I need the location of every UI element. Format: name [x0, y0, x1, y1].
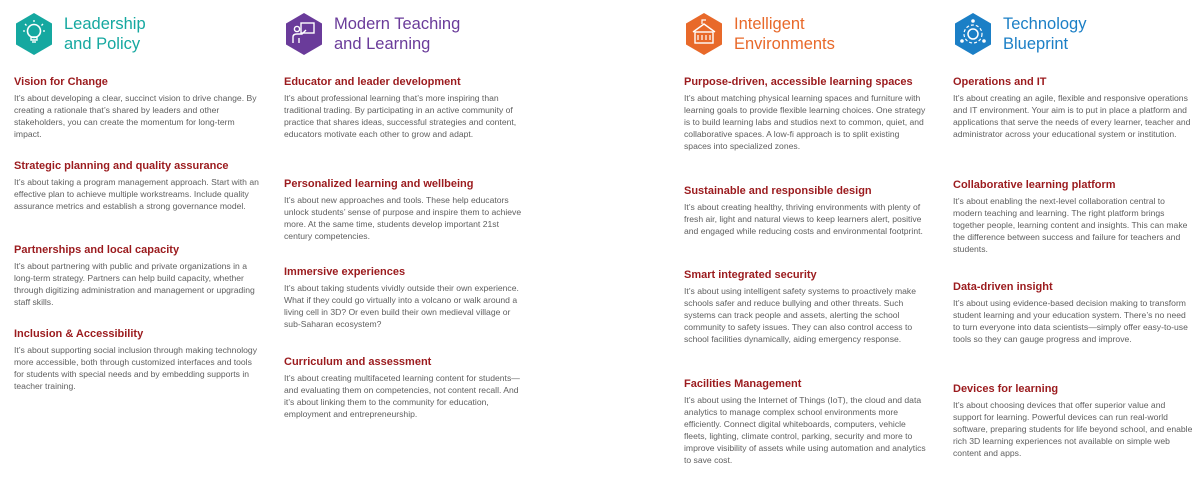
- section-devices-for-learning: [953, 382, 1193, 459]
- section-body: It’s about partnering with public and private organizations in a long-term strategy. Partners can help build capacity, whether through digitizing administration and management or upgrading staff skills.: [14, 261, 255, 307]
- section-strategic-planning: [14, 159, 259, 212]
- section-body: It’s about taking students vividly outside their own experience. What if they could go virtually into a volcano or walk around a living cell in 3D? Or even build their own medieval village or sub-Saharan ecosystem?: [284, 283, 519, 329]
- section-immersive-experiences: [284, 265, 524, 330]
- section-heading: Smart integrated security: [684, 269, 817, 281]
- section-body: It’s about taking a program management approach. Start with an effective plan to achieve multiple workstreams. Include quality assurance metrics and establish a strong governance model.: [14, 177, 259, 211]
- section-inclusion-accessibility: [14, 327, 259, 392]
- section-facilities-management: [684, 377, 926, 466]
- section-body: It’s about enabling the next-level collaboration central to modern teaching and learning. The right platform brings together people, learning content and insights. This can make the difference between success and failure for teachers and students.: [953, 196, 1188, 254]
- column-title: Intelligent Environments: [734, 15, 835, 53]
- section-heading: Facilities Management: [684, 378, 802, 390]
- section-learning-spaces: [684, 75, 926, 152]
- section-body: It’s about creating an agile, flexible and responsive operations and IT environment. Your aim is to put in place a platform and applications that serve the needs of every learner, teacher and administrator across your educational system or institution.: [953, 93, 1191, 139]
- section-heading: Purpose-driven, accessible learning spaces: [684, 76, 913, 88]
- column-title: Leadership and Policy: [64, 15, 146, 53]
- section-operations-it: [953, 75, 1193, 140]
- section-sustainable-design: [684, 184, 926, 237]
- column-modern-teaching: [284, 0, 524, 419]
- section-heading: Inclusion & Accessibility: [14, 328, 144, 340]
- column-intelligent-environments: [684, 0, 926, 465]
- column-header: [953, 0, 1193, 70]
- section-curriculum-assessment: [284, 355, 524, 420]
- lightbulb-icon: [14, 12, 54, 56]
- column-title: Modern Teaching and Learning: [334, 15, 461, 53]
- gear-network-icon: [953, 12, 993, 56]
- teacher-board-icon: [284, 12, 324, 56]
- column-header: [684, 0, 926, 70]
- section-data-driven-insight: [953, 280, 1193, 345]
- school-building-icon: [684, 12, 724, 56]
- section-partnerships: [14, 243, 259, 308]
- column-header: [284, 0, 524, 70]
- section-body: It’s about using the Internet of Things (IoT), the cloud and data analytics to manage complex school environments more efficiently. Connect digital whiteboards, computers, vehicle fleets, lighting, climate control, parking, security and more to improve visibility of assets while using automation and analytics to save cost.: [684, 395, 926, 465]
- section-vision-for-change: [14, 75, 259, 140]
- section-heading: Vision for Change: [14, 76, 108, 88]
- section-body: It’s about creating healthy, thriving environments with plenty of fresh air, light and natural views to keep learners alert, positive and engaged while reducing costs and environmental footprint.: [684, 202, 923, 236]
- section-body: It’s about new approaches and tools. These help educators unlock students’ sense of purpose and inspire them to achieve more. At the same time, students develop important 21st century competencies.: [284, 195, 522, 241]
- section-body: It’s about choosing devices that offer superior value and support for learning. Powerful devices can run real-world software, preparing students for life beyond school, and enable rich 3D learning experiences not available on simple web content and apps.: [953, 400, 1193, 458]
- section-personalized-learning: [284, 177, 524, 242]
- column-title: Technology Blueprint: [1003, 15, 1087, 53]
- section-body: It’s about matching physical learning spaces and furniture with learning goals to provide flexible learning choices. One strategy is to build learning labs and studios next to common, quiet, and collaborative spaces. A low-fi approach is to split existing spaces into specialized zones.: [684, 93, 926, 151]
- section-heading: Devices for learning: [953, 383, 1059, 395]
- section-heading: Operations and IT: [953, 76, 1047, 88]
- section-body: It’s about creating multifaceted learning content for students—and evaluating them on competencies, not content recall. And it’s about linking them to the community for education, employment and entrepreneurship.: [284, 373, 520, 419]
- section-heading: Strategic planning and quality assurance: [14, 160, 229, 172]
- section-heading: Partnerships and local capacity: [14, 244, 180, 256]
- section-collaborative-platform: [953, 178, 1193, 255]
- section-smart-security: [684, 268, 926, 345]
- section-heading: Collaborative learning platform: [953, 179, 1116, 191]
- section-body: It’s about using evidence-based decision making to transform student learning and your education system. There’s no need to turn everyone into data scientists—simply offer easy-to-use tools so they can gauge progress and improve.: [953, 298, 1188, 344]
- column-header: [14, 0, 259, 70]
- column-leadership-policy: [14, 0, 259, 391]
- section-heading: Personalized learning and wellbeing: [284, 178, 474, 190]
- section-heading: Educator and leader development: [284, 76, 461, 88]
- section-body: It’s about supporting social inclusion through making technology more accessible, both through customized interfaces and tools for students with special needs and by embedding supports in teacher training.: [14, 345, 258, 391]
- section-body: It’s about using intelligent safety systems to proactively make schools safer and reduce bullying and other threats. Such systems can track people and assets, alerting the school community to safety issues. They can also control access to school facilities dynamically, aiding emergency response.: [684, 286, 916, 344]
- section-body: It’s about developing a clear, succinct vision to drive change. By creating a rationale that’s shared by leaders and other stakeholders, you can create the momentum for long-term impact.: [14, 93, 257, 139]
- section-heading: Immersive experiences: [284, 266, 406, 278]
- section-educator-development: [284, 75, 524, 140]
- section-heading: Sustainable and responsible design: [684, 185, 872, 197]
- column-technology-blueprint: [953, 0, 1193, 458]
- section-body: It’s about professional learning that’s more inspiring than traditional trading. By participating in an active community of practice that shares ideas, successful strategies and content, educators motivate each other to grow and adapt.: [284, 93, 517, 139]
- section-heading: Data-driven insight: [953, 281, 1053, 293]
- section-heading: Curriculum and assessment: [284, 356, 432, 368]
